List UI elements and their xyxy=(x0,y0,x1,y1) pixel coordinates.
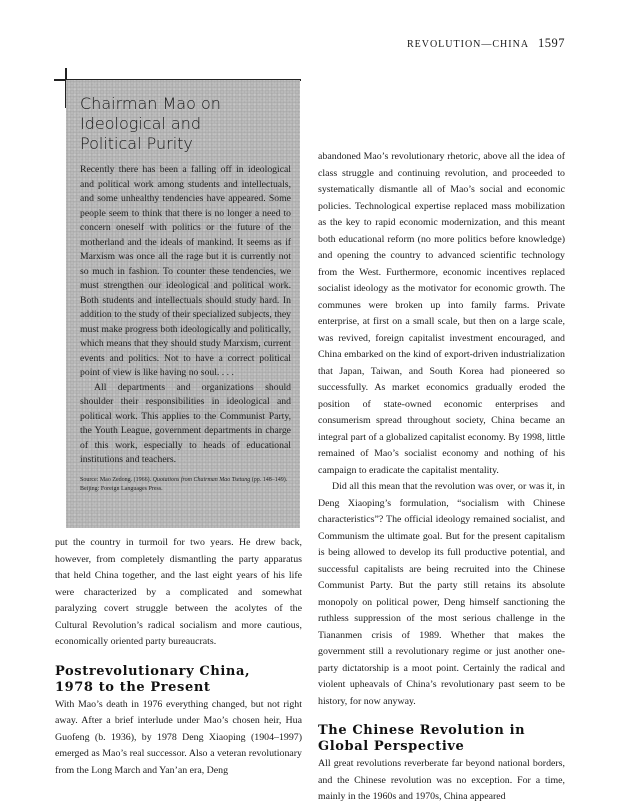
sidebar-title-line: Ideological and xyxy=(80,114,202,133)
page-number: 1597 xyxy=(538,36,565,50)
heading-line: Postrevolutionary China, xyxy=(55,663,251,679)
body-paragraph: put the country in turmoil for two years. He drew back, however, from completely dismantling the party apparatus that held China together, and the last eight years of his life were characterized by a complicated and somewhat paralyzing covert struggle between the acolytes of the Cultural Revolution’s radical socialism and more cautious, economically oriented party bureaucrats. xyxy=(55,537,302,647)
sidebar-title-line: Political Purity xyxy=(80,134,193,153)
body-paragraph: With Mao’s death in 1976 everything changed, but not right away. After a brief interlude under Mao’s chosen heir, Hua Guofeng (b. 1936), by 1978 Deng Xiaoping (1904–1997) emerged as Mao’s real successor. Also a veteran revolutionary from the Long March and Yan’an era, Deng xyxy=(55,698,302,776)
source-title: Quotations from Chairman Mao Tsetung xyxy=(152,476,251,483)
section-heading-global-perspective xyxy=(318,723,565,755)
body-paragraph: Did all this mean that the revolution was over, or was it, in Deng Xiaoping’s formulation, “socialism with Chinese characteristics”? The official ideology remained socialist, and Communism the ultimate goal. But for the present capitalism is being allowed to develop its full productive potential, and successful capitalists are being recruited into the Chinese Communist Party. But the party still retains its absolute monopoly on political power, Deng himself sanctioning the ruthless suppression of the most serious challenge in the Tiananmen crisis of 1989. Whether that makes the government still a revolutionary regime or just another one-party dictatorship is a moot point. Certainly the radical and violent upheavals of China’s revolutionary past seem to be history, for now anyway. xyxy=(318,481,565,707)
sidebar-title xyxy=(80,94,291,154)
heading-line: The Chinese Revolution in xyxy=(318,723,526,738)
sidebar-title-line: Chairman Mao on xyxy=(80,94,221,113)
sidebar-source xyxy=(80,476,291,494)
body-paragraph: abandoned Mao’s revolutionary rhetoric, above all the idea of class struggle and continuing revolution, and proceeded to systematically dismantle all of Mao’s social and economic policies. Technological expertise replaced mass mobilization as the key to rapid economic modernization, and this meant both educational reform (no more politics before knowledge) and opening the country to advanced scientific technology from the West. Furthermore, economic incentives replaced socialist ideology as the motivator for economic growth. The communes were broken up into family farms. Private enterprise, at first on a small scale, but then on a large scale, was revived, foreign capitalist investment encouraged, and China embarked on the kind of export-driven industrialization that Japan, Taiwan, and South Korea had pioneered so successfully. As market economics gradually eroded the position of state-owned economic enterprises and consumerism spread throughout society, China became an integral part of a globalized capitalist economy. By 1998, little remained of Mao’s socialist economy and nothing of his campaign to eradicate the capitalist mentality. xyxy=(318,151,565,476)
sidebar-box xyxy=(66,80,300,528)
left-column xyxy=(55,535,302,779)
sidebar-paragraph: All departments and organizations should shoulder their responsibilities in ideological and political work. This applies to the Communist Party, the Youth League, government departments in charge of this work, especially to heads of educational institutions and teachers. xyxy=(80,381,291,465)
sidebar-paragraph: Recently there has been a falling off in ideological and political work among students and intellectuals, and some unhealthy tendencies have appeared. Some people seem to think that there is no longer a need to concern oneself with politics or the future of the motherland and the ideals of mankind. It seems as if Marxism was once all the rage but it is currently not so much in fashion. To counter these tendencies, we must strengthen our ideological and political work. Both students and intellectuals should study hard. In addition to the study of their specialized subjects, they must make progress both ideologically and politically, which means that they should study Marxism, current events and politics. Not to have a correct political point of view is like having no soul. . . . xyxy=(80,164,291,378)
heading-line: 1978 to the Present xyxy=(55,679,211,695)
source-prefix: Source: Mao Zedong. (1966). xyxy=(80,476,153,483)
body-paragraph: All great revolutions reverberate far beyond national borders, and the Chinese revolution was no exception. For a time, mainly in the 1960s and 1970s, China appeared xyxy=(318,758,565,802)
right-column xyxy=(318,149,565,806)
source-suffix: (pp. 148–149). Beijing: Foreign Languages Press. xyxy=(80,476,288,492)
heading-line: Global Perspective xyxy=(318,739,465,754)
running-head xyxy=(407,36,565,51)
section-heading-postrevolutionary xyxy=(55,664,302,696)
running-title: REVOLUTION—CHINA xyxy=(406,39,529,50)
